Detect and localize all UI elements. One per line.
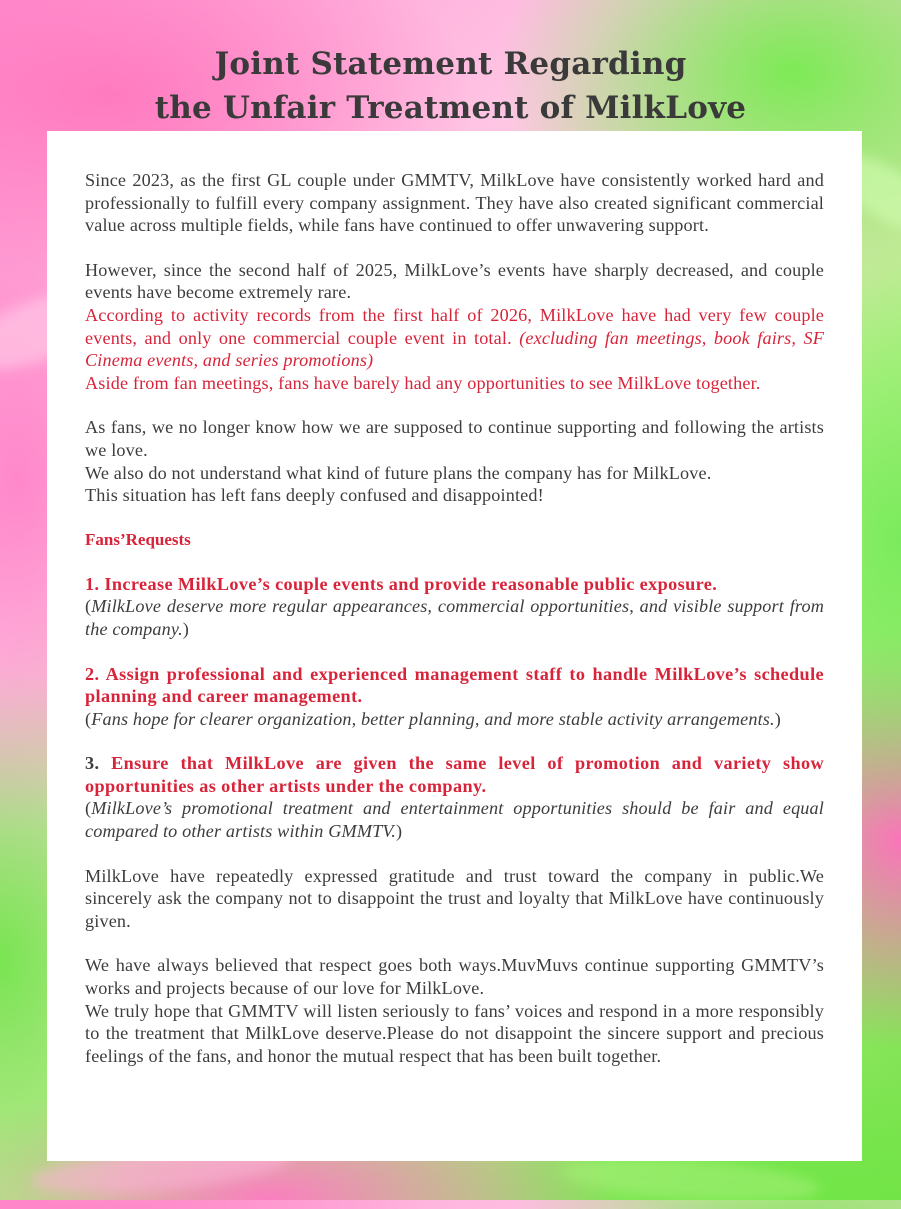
request-number: 1.	[85, 573, 100, 594]
closing-paragraph	[85, 954, 824, 1067]
intro-paragraph: Since 2023, as the first GL couple under GMMTV, MilkLove have consistently worked hard and professionally to fulfill every company assignment. They have also created significant commercial value across multiple fields, while fans have continued to offer unwavering support.	[85, 170, 824, 236]
aside-text: Aside from fan meetings, fans have barely had any opportunities to see MilkLove together.	[85, 372, 761, 393]
closing-line: We have always believed that respect goes both ways.MuvMuvs continue supporting GMMTV’s works and projects because of our love for MilkLove.	[85, 955, 824, 999]
request-note-text: MilkLove’s promotional treatment and entertainment opportunities should be fair and equal compared to other artists within GMMTV.	[85, 798, 824, 842]
paren-open: (	[85, 708, 92, 729]
records-text	[85, 304, 824, 372]
paren-close: )	[396, 821, 403, 842]
request-item	[85, 663, 824, 731]
request-number: 3.	[85, 753, 100, 774]
title-line: Joint Statement Regarding	[214, 46, 687, 82]
request-item	[85, 573, 824, 641]
page-title	[0, 42, 901, 130]
request-title	[85, 752, 824, 797]
records-main: According to activity records from the first half of 2026, MilkLove have had very few couple events, and only one commercial couple event in total.	[85, 304, 824, 348]
request-note	[85, 797, 824, 842]
request-note	[85, 595, 824, 640]
request-title	[85, 663, 824, 708]
request-note-text: Fans hope for clearer organization, better planning, and more stable activity arrangements.	[91, 708, 775, 729]
request-note	[85, 708, 824, 731]
request-title-text: Ensure that MilkLove are given the same level of promotion and variety show opportunities as other artists under the company.	[85, 753, 824, 796]
decline-paragraph	[85, 259, 824, 395]
request-title	[85, 573, 824, 596]
paren-open: (	[85, 596, 92, 617]
confusion-paragraph	[85, 416, 824, 506]
title-line: the Unfair Treatment of MilkLove	[154, 90, 747, 126]
request-title-text: Increase MilkLove’s couple events and provide reasonable public exposure.	[104, 573, 718, 594]
records-note: (excluding fan meetings, book fairs, SF Cinema events, and series promotions)	[85, 327, 824, 371]
statement-panel	[47, 131, 862, 1161]
confusion-line: We also do not understand what kind of future plans the company has for MilkLove.	[85, 462, 712, 483]
confusion-line: This situation has left fans deeply confused and disappointed!	[85, 485, 544, 506]
confusion-line: As fans, we no longer know how we are supposed to continue supporting and following the artists we love.	[85, 417, 824, 460]
paren-close: )	[182, 618, 189, 639]
request-title-text: Assign professional and experienced management staff to handle MilkLove’s schedule planning and career management.	[85, 663, 824, 707]
request-item	[85, 752, 824, 842]
paren-close: )	[774, 708, 781, 729]
request-number: 2.	[85, 663, 100, 684]
closing-line: We truly hope that GMMTV will listen seriously to fans’ voices and respond in a more responsibly to the treatment that MilkLove deserve.Please do not disappoint the sincere support and precious feelings of the fans, and honor the mutual respect that has been built together.	[85, 1000, 824, 1066]
request-note-text: MilkLove deserve more regular appearances, commercial opportunities, and visible support from the company.	[85, 596, 824, 639]
gratitude-paragraph: MilkLove have repeatedly expressed gratitude and trust toward the company in public.We sincerely ask the company not to disappoint the trust and loyalty that MilkLove have continuously given.	[85, 865, 824, 931]
requests-heading: Fans’Requests	[85, 529, 191, 549]
paren-open: (	[85, 798, 92, 819]
decline-text: However, since the second half of 2025, MilkLove’s events have sharply decreased, and couple events have become extremely rare.	[85, 259, 824, 303]
